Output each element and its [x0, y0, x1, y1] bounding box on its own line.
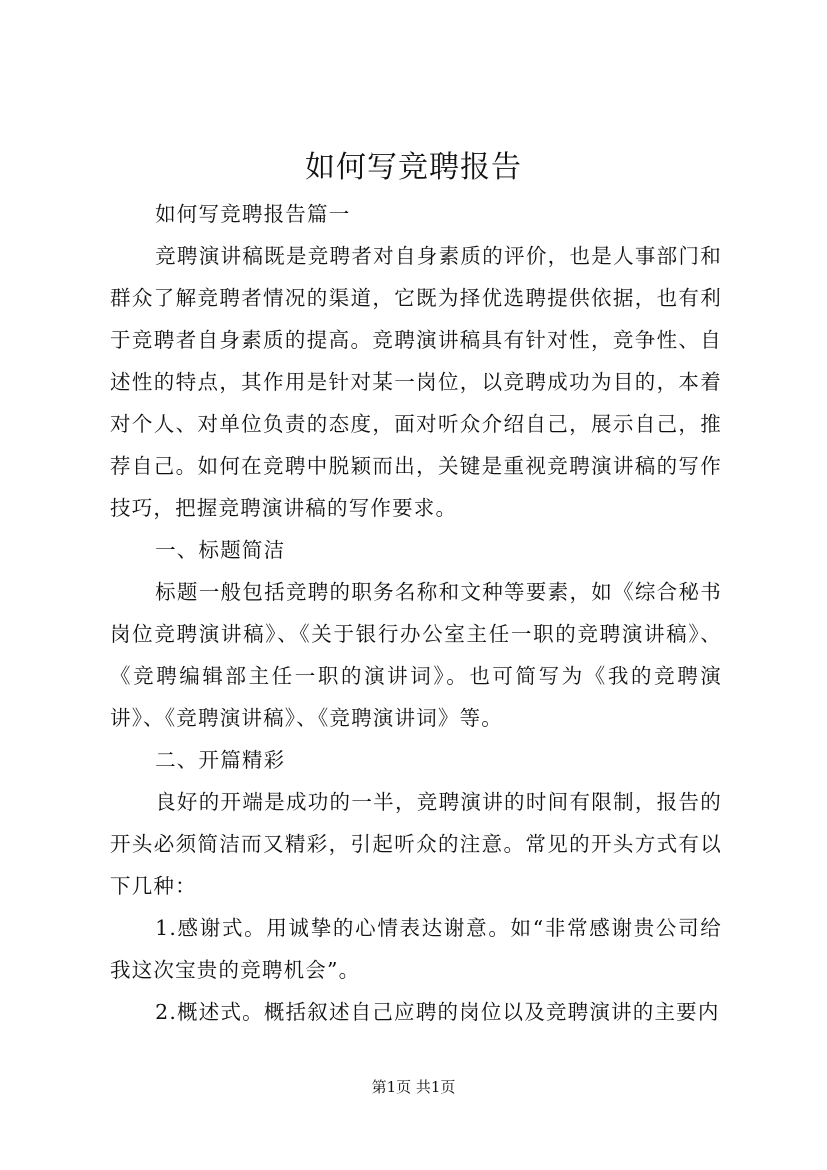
body-paragraph: 1.感谢式。用诚挚的心情表达谢意。如“非常感谢贵公司给我这次宝贵的竞聘机会”。	[110, 916, 722, 982]
section-heading: 二、开篇精彩	[155, 748, 286, 772]
body-paragraph: 2.概述式。概括叙述自己应聘的岗位以及竞聘演讲的主要内	[155, 1000, 720, 1024]
section-heading: 如何写竞聘报告篇一	[155, 202, 351, 226]
section-heading: 一、标题简洁	[155, 538, 286, 562]
page-footer: 第1页 共1页	[371, 1078, 456, 1096]
body-paragraph: 竞聘演讲稿既是竞聘者对自身素质的评价，也是人事部门和群众了解竞聘者情况的渠道，它既为择优选聘提供依据，也有利于竞聘者自身素质的提高。竞聘演讲稿具有针对性，竞争性、自述性的特点，其作用是针对某一岗位，以竞聘成功为目的，本着对个人、对单位负责的态度，面对听众介绍自己，展示自己，推荐自己。如何在竞聘中脱颖而出，关键是重视竞聘演讲稿的写作技巧，把握竞聘演讲稿的写作要求。	[110, 244, 722, 520]
document-title: 如何写竞聘报告	[305, 150, 522, 185]
body-paragraph: 标题一般包括竞聘的职务名称和文种等要素，如《综合秘书岗位竞聘演讲稿》、《关于银行办公室主任一职的竞聘演讲稿》、《竞聘编辑部主任一职的演讲词》。也可简写为《我的竞聘演讲》、《竞聘演讲稿》、《竞聘演讲词》等。	[110, 580, 722, 730]
document-body	[110, 193, 722, 1033]
body-paragraph: 良好的开端是成功的一半，竞聘演讲的时间有限制，报告的开头必须简洁而又精彩，引起听众的注意。常见的开头方式有以下几种：	[110, 790, 722, 898]
